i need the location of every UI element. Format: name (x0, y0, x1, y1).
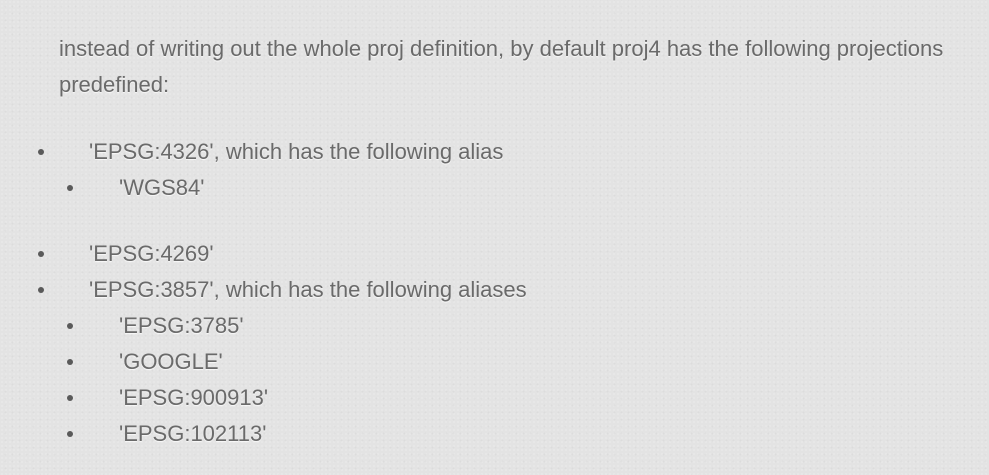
list-item-epsg-4269 (0, 236, 527, 272)
alias-item (89, 170, 527, 206)
projection-list (0, 134, 527, 452)
intro-paragraph: instead of writing out the whole proj definition, by default proj4 has the following projections predefined: (59, 36, 944, 97)
bullet-icon (67, 431, 73, 437)
alias-label: 'EPSG:900913' (119, 385, 269, 410)
bullet-icon (67, 395, 73, 401)
alias-label: 'GOOGLE' (119, 349, 223, 374)
bullet-icon (67, 359, 73, 365)
list-item-epsg-4326 (0, 134, 527, 206)
alias-item (89, 344, 527, 380)
alias-list (89, 170, 527, 206)
alias-item (89, 416, 527, 452)
alias-item (89, 380, 527, 416)
bullet-icon (38, 149, 44, 155)
alias-item (89, 308, 527, 344)
alias-label: 'EPSG:102113' (119, 421, 267, 446)
alias-list (89, 308, 527, 452)
bullet-icon (38, 251, 44, 257)
bullet-icon (38, 287, 44, 293)
bullet-icon (67, 185, 73, 191)
alias-label: 'EPSG:3785' (119, 313, 244, 338)
projection-label: 'EPSG:4269' (89, 241, 214, 266)
list-item-epsg-3857 (0, 272, 527, 452)
projection-label: 'EPSG:4326', which has the following alias (89, 139, 504, 164)
bullet-icon (67, 323, 73, 329)
alias-label: 'WGS84' (119, 175, 205, 200)
projection-label: 'EPSG:3857', which has the following aliases (89, 277, 527, 302)
